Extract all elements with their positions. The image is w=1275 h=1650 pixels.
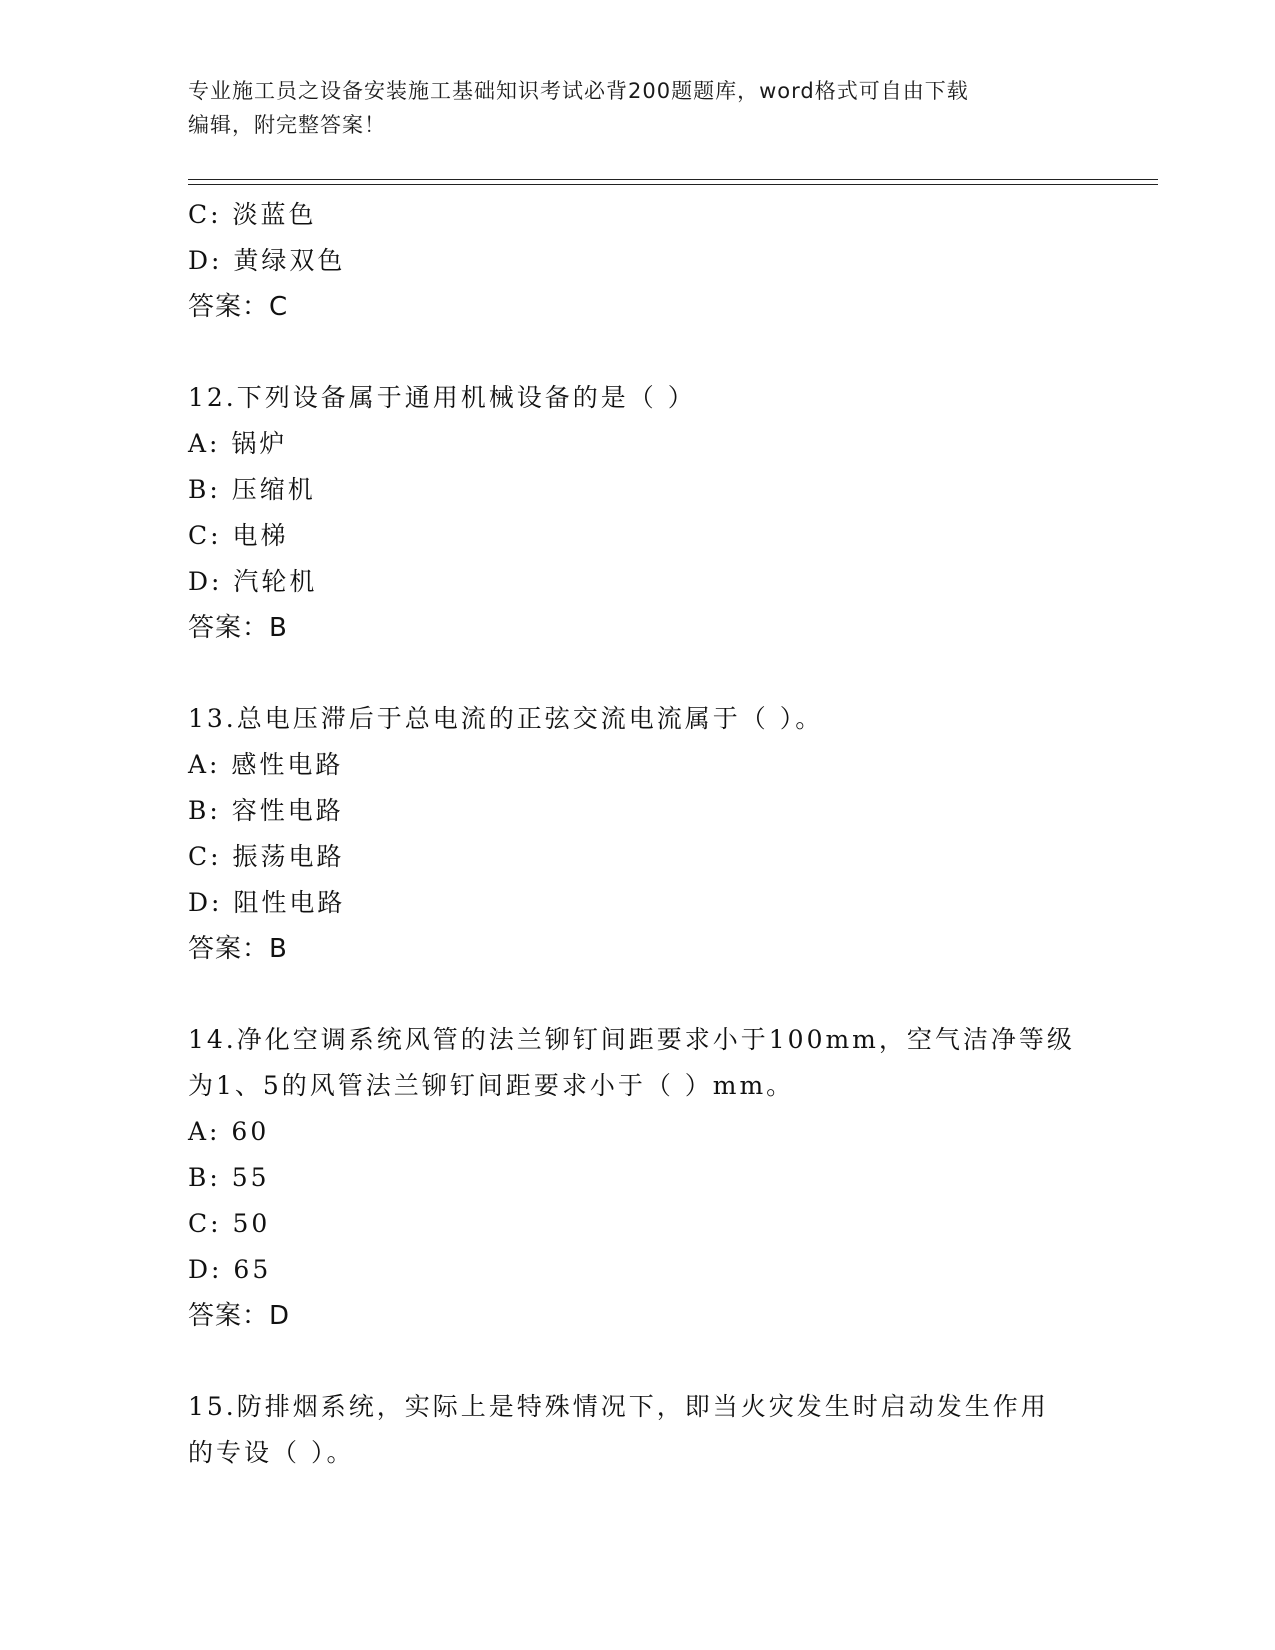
question-stem-line-1: 15.防排烟系统，实际上是特殊情况下，即当火灾发生时启动发生作用 [188,1392,1049,1421]
answer: 答案：C [188,292,289,322]
option-a: A: 感性电路 [188,750,344,779]
option-b: B: 压缩机 [188,475,316,504]
option-a: A: 锅炉 [188,429,288,458]
question-stem-line-1: 14.净化空调系统风管的法兰铆钉间距要求小于100mm，空气洁净等级 [188,1025,1075,1054]
option-c: C: 淡蓝色 [188,200,317,229]
answer: 答案：D [188,1301,291,1331]
header-title-line-2: 编辑，附完整答案！ [188,113,386,137]
option-d: D: 黄绿双色 [188,246,346,275]
spacer [188,330,1088,375]
option-a: A: 60 [188,1117,270,1146]
document-header [188,74,1088,142]
spacer [188,1339,1088,1384]
question-stem-line-2: 为1、5的风管法兰铆钉间距要求小于（ ）mm。 [188,1071,795,1100]
question-stem: 12.下列设备属于通用机械设备的是（ ） [188,383,696,412]
answer: 答案：B [188,613,288,643]
question-12 [188,375,1088,651]
option-d: D: 阻性电路 [188,888,346,917]
spacer [188,651,1088,696]
header-divider-top [188,179,1158,180]
option-d: D: 65 [188,1255,272,1284]
question-14 [188,1017,1088,1339]
header-title-line-1: 专业施工员之设备安装施工基础知识考试必背200题题库，word格式可自由下载 [188,79,969,103]
question-13 [188,696,1088,972]
option-c: C: 电梯 [188,521,289,550]
question-stem: 13.总电压滞后于总电流的正弦交流电流属于（ ）。 [188,704,824,733]
answer: 答案：B [188,934,288,964]
option-c: C: 振荡电路 [188,842,345,871]
question-list [188,192,1088,1476]
question-15 [188,1384,1088,1476]
spacer [188,972,1088,1017]
option-c: C: 50 [188,1209,271,1238]
option-b: B: 55 [188,1163,270,1192]
header-divider-bottom [188,184,1158,185]
question-stem-line-2: 的专设（ ）。 [188,1438,355,1467]
option-d: D: 汽轮机 [188,567,318,596]
option-b: B: 容性电路 [188,796,344,825]
previous-question [188,192,1088,330]
